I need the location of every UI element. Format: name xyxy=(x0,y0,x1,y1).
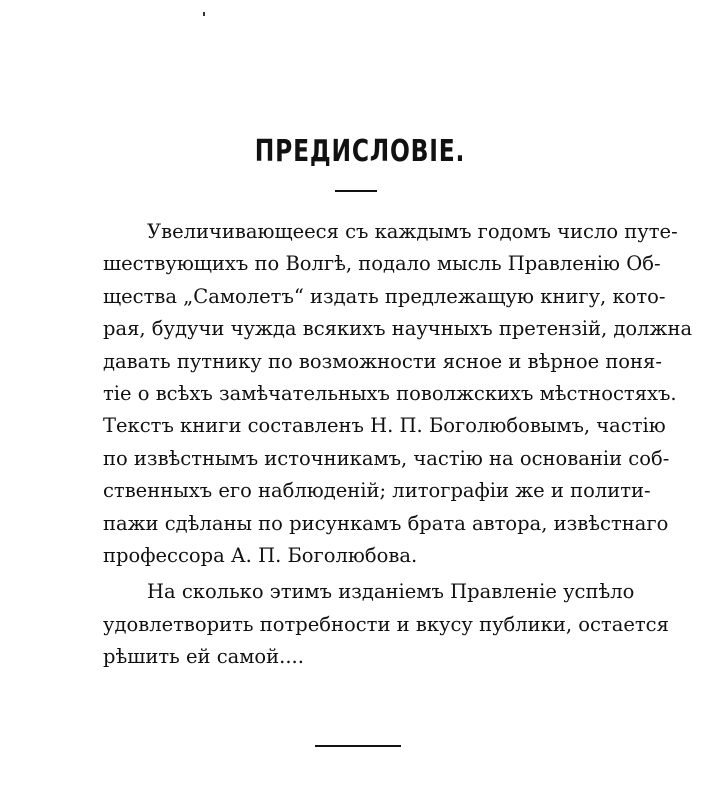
page-title: ПРЕДИСЛОВІЕ. xyxy=(254,134,466,169)
text-line: давать путнику по возможности ясное и вѣрное поня- xyxy=(103,349,662,373)
text-line: На сколько этимъ изданіемъ Правленіе успѣло xyxy=(147,580,635,604)
text-line: Увеличивающееся съ каждымъ годомъ число путе- xyxy=(147,220,678,243)
text-line: щества „Самолетъ“ издать предлежащую книгу, кото- xyxy=(103,284,666,308)
paragraph-2 xyxy=(103,576,669,673)
text-line: тіе о всѣхъ замѣчательныхъ поволжскихъ мѣстностяхъ. xyxy=(103,381,677,405)
text-line: удовлетворить потребности и вкусу публики, остается xyxy=(103,612,669,636)
text-line: рѣшить ей самой.... xyxy=(103,645,304,669)
text-line: ственныхъ его наблюденій; литографіи же и полити- xyxy=(103,479,651,503)
end-rule xyxy=(315,745,401,747)
text-line: по извѣстнымъ источникамъ, частію на основаніи соб- xyxy=(103,446,670,470)
text-line: Текстъ книги составленъ Н. П. Боголюбовымъ, частію xyxy=(103,414,666,438)
text-line: пажи сдѣланы по рисункамъ брата автора, извѣстнаго xyxy=(103,511,669,535)
title-rule xyxy=(335,190,377,192)
preface-text xyxy=(103,216,693,673)
paragraph-1 xyxy=(103,216,693,572)
text-line: шествующихъ по Волгѣ, подало мысль Правленію Об- xyxy=(103,252,661,276)
text-line: профессора А. П. Боголюбова. xyxy=(103,543,418,567)
text-line: рая, будучи чужда всякихъ научныхъ претензій, должна xyxy=(103,317,693,341)
scan-speck xyxy=(203,12,205,16)
